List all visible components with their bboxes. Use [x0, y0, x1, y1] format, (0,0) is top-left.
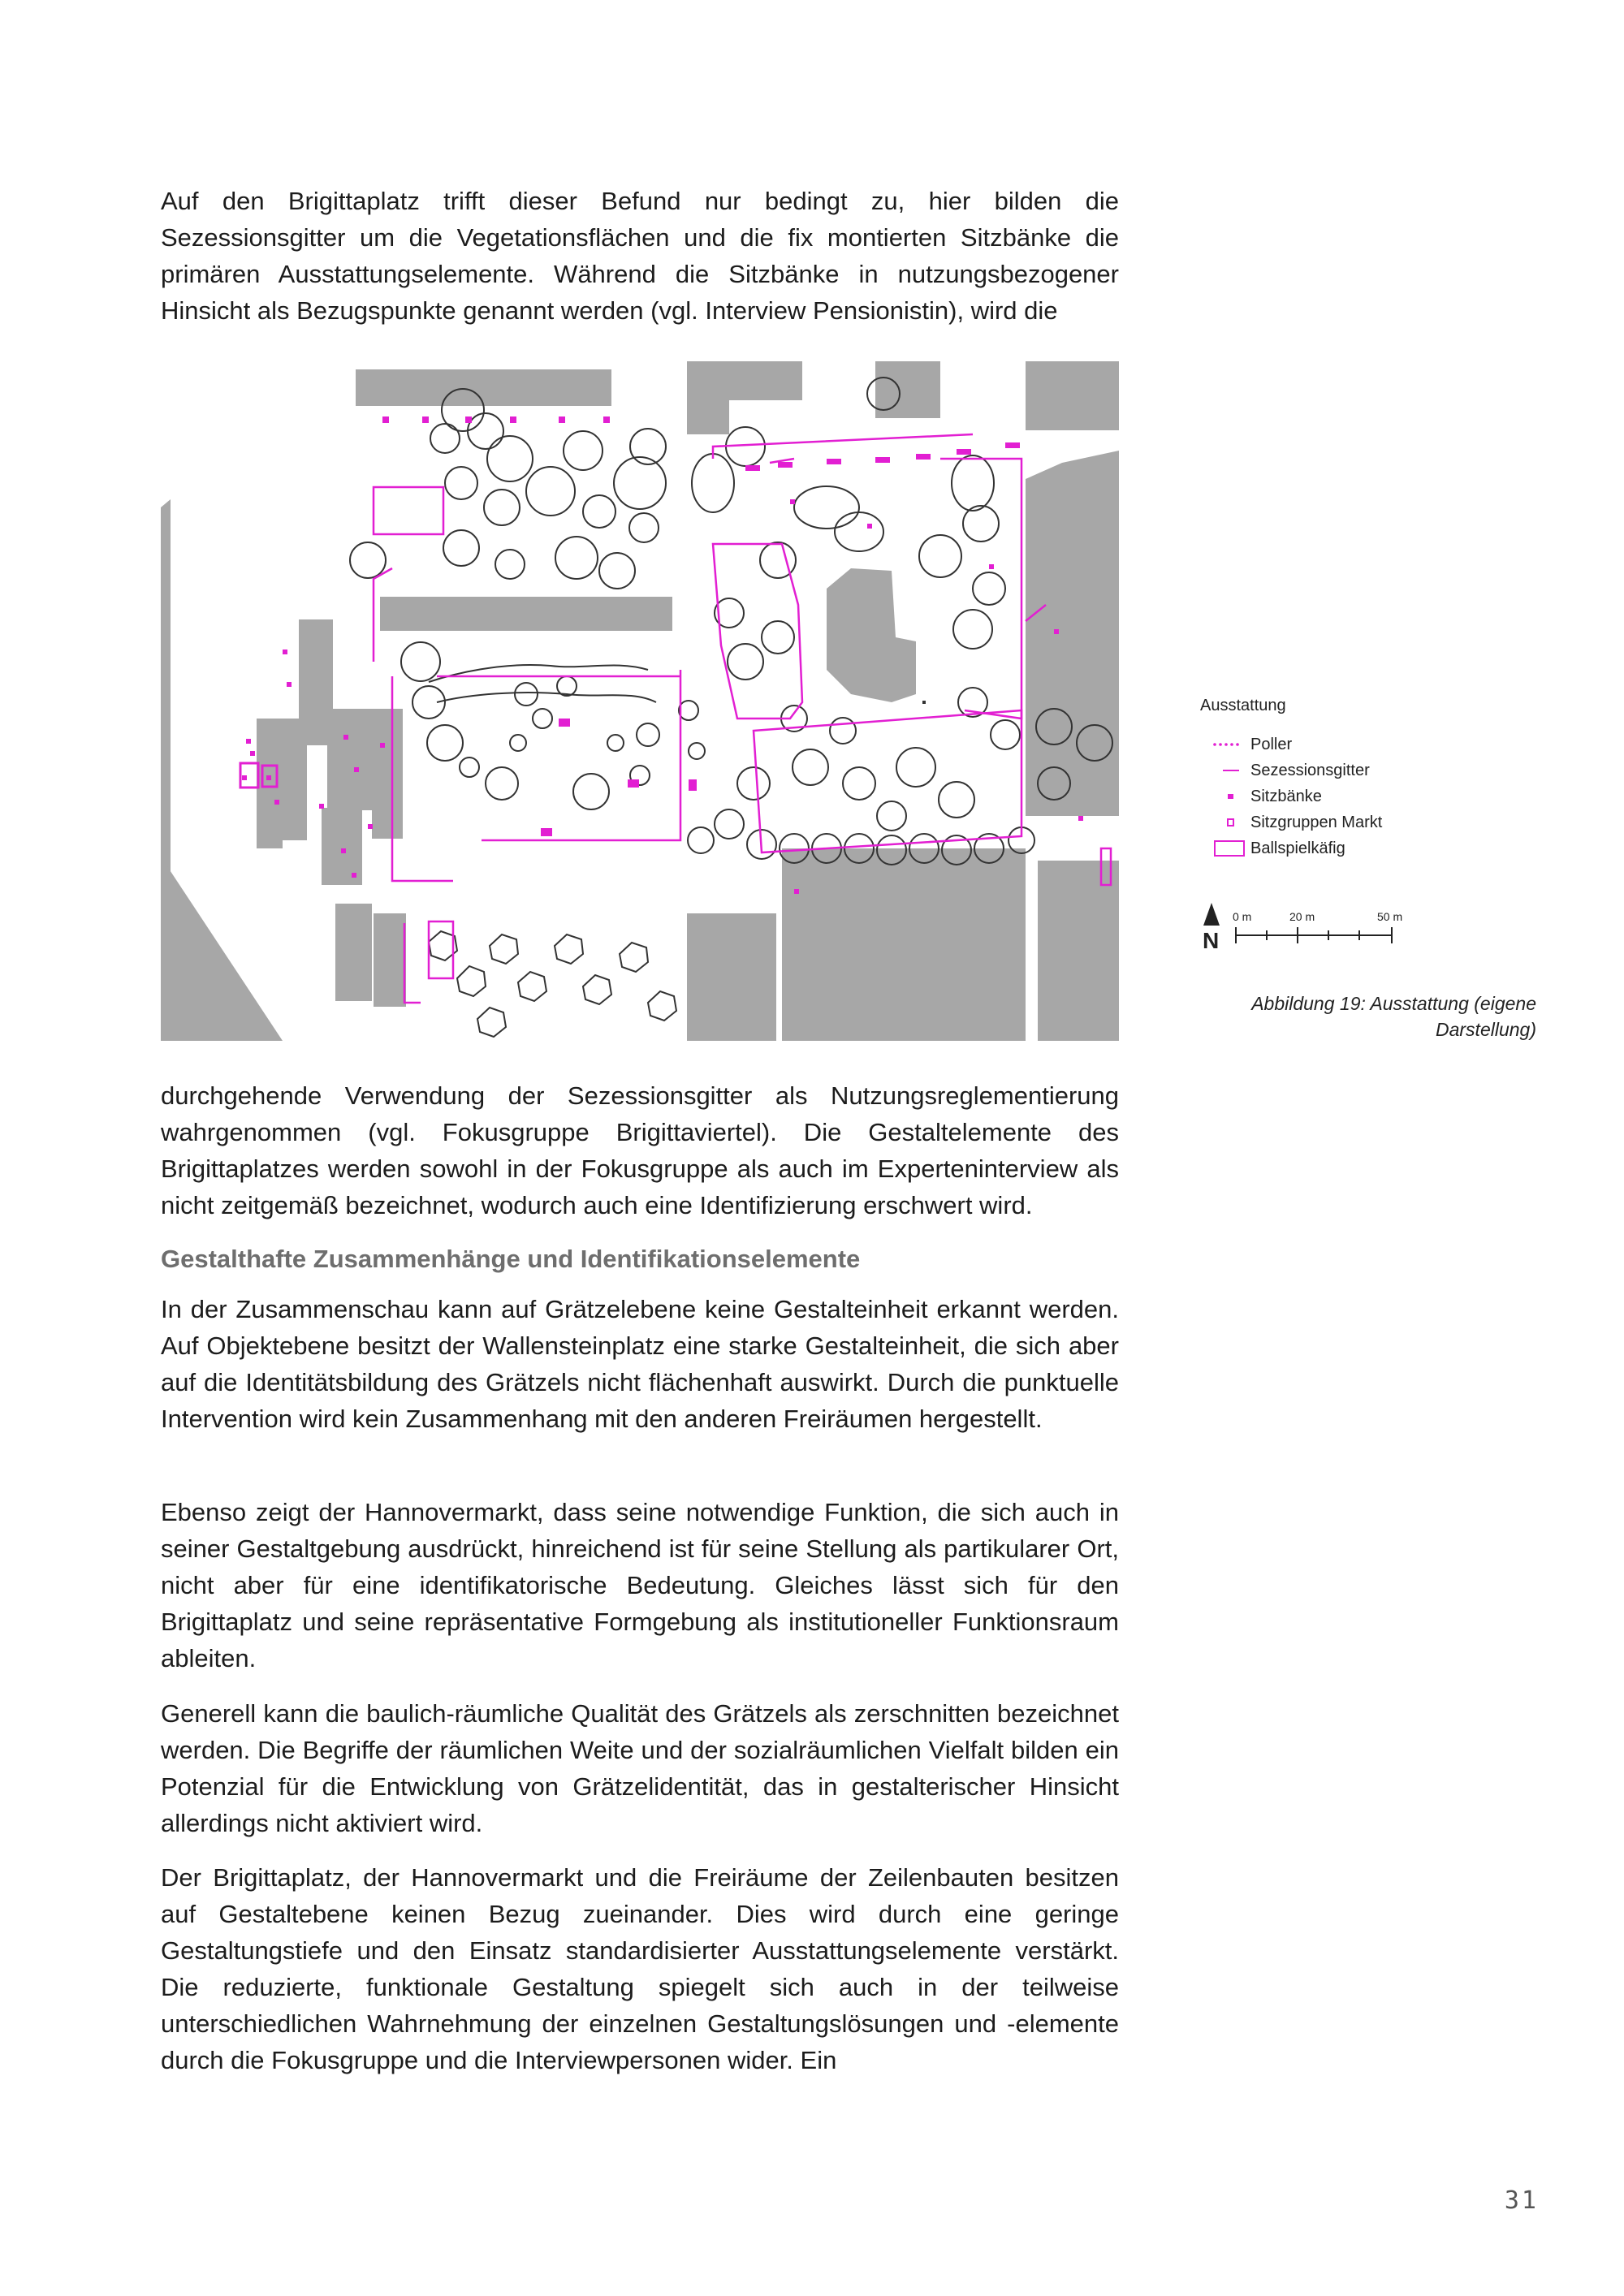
legend-label-sitzgruppen-markt: Sitzgruppen Markt — [1250, 814, 1383, 831]
ball-cage-icon — [1210, 838, 1246, 859]
scale-bar — [1236, 927, 1392, 943]
figure-caption: Abbildung 19: Ausstattung (eigene Darstellung) — [1251, 993, 1536, 1040]
paragraph-zusammenschau: In der Zusammenschau kann auf Grätzelebene keine Gestalteinheit erkannt werden. Auf Objektebene besitzt der Wallensteinplatz eine starke Gestalteinheit, die sich aber auf die Identitätsbildung des Grätzels nicht flächenhaft auswirkt. Durch die punktuelle Intervention wird kein Zusammenhang mit den anderen Freiräumen hergestellt. — [161, 1295, 1119, 1433]
site-plan-map — [161, 361, 1119, 1041]
fence-line-icon — [1210, 760, 1246, 781]
section-heading: Gestalthafte Zusammenhänge und Identifikationselemente — [161, 1245, 861, 1273]
page-number: 31 — [1504, 2186, 1539, 2215]
scale-label-50: 50 m — [1377, 910, 1403, 923]
north-label: N — [1203, 928, 1220, 953]
legend-label-sezessionsgitter: Sezessionsgitter — [1250, 762, 1370, 779]
legend-label-sitzbaenke: Sitzbänke — [1250, 788, 1322, 805]
legend-label-ballspielkaefig: Ballspielkäfig — [1250, 839, 1345, 857]
scale-label-20: 20 m — [1289, 910, 1315, 923]
seating-group-icon — [1210, 812, 1246, 833]
legend-title: Ausstattung — [1200, 697, 1286, 714]
poller-dots-icon — [1210, 734, 1246, 755]
bench-square-icon — [1210, 786, 1246, 807]
paragraph-sezessionsgitter: durchgehende Verwendung der Sezessionsgitter als Nutzungsreglementierung wahrgenommen (vgl. Fokusgruppe Brigittaviertel). Die Gestaltelemente des Brigittaplatzes werden sowohl in der Fokusgruppe als auch im Experteninterview als nicht zeitgemäß bezeichnet, wodurch auch eine Identifizierung erschwert wird. — [161, 1081, 1119, 1219]
paragraph-freiraeume: Der Brigittaplatz, der Hannovermarkt und die Freiräume der Zeilenbauten besitzen auf Gestaltebene keinen Bezug zueinander. Dies wird durch eine geringe Gestaltungstiefe und den Einsatz standardisierter Ausstattungselemente verstärkt. Die reduzierte, funktionale Gestaltung spiegelt sich auch in der teilweise unterschiedlichen Wahrnehmung der einzelnen Gestaltungslösungen und -elemente durch die Fokusgruppe und die Interviewpersonen wider. Ein — [161, 1863, 1119, 2074]
paragraph-generell: Generell kann die baulich-räumliche Qualität des Grätzels als zerschnitten bezeichnet werden. Die Begriffe der räumlichen Weite und der sozialräumlichen Vielfalt bilden ein Potenzial für die Entwicklung von Grätzelidentität, das in gestalterischer Hinsicht allerdings nicht aktiviert wird. — [161, 1699, 1119, 1837]
legend-label-poller: Poller — [1250, 736, 1293, 753]
paragraph-hannovermarkt: Ebenso zeigt der Hannovermarkt, dass seine notwendige Funktion, die sich auch in seiner Gestaltgebung ausdrückt, hinreichend ist für seine Stellung als partikularer Ort, nicht aber für eine identifikatorische Bedeutung. Gleiches lässt sich für den Brigittaplatz und seine repräsentative Formgebung als institutioneller Funktionsraum ableiten. — [161, 1498, 1119, 1672]
north-arrow-icon — [1203, 903, 1220, 926]
scale-label-0: 0 m — [1233, 910, 1252, 923]
north-arrow-and-scale-bar — [1199, 901, 1410, 955]
paragraph-intro: Auf den Brigittaplatz trifft dieser Befund nur bedingt zu, hier bilden die Sezessionsgitter um die Vegetationsflächen und die fix montierten Sitzbänke die primären Ausstattungselemente. Während die Sitzbänke in nutzungsbezogener Hinsicht als Bezugspunkte genannt werden (vgl. Interview Pensionistin), wird die — [161, 187, 1119, 325]
map-marker — [922, 701, 926, 704]
benches-and-poller — [242, 416, 1083, 894]
